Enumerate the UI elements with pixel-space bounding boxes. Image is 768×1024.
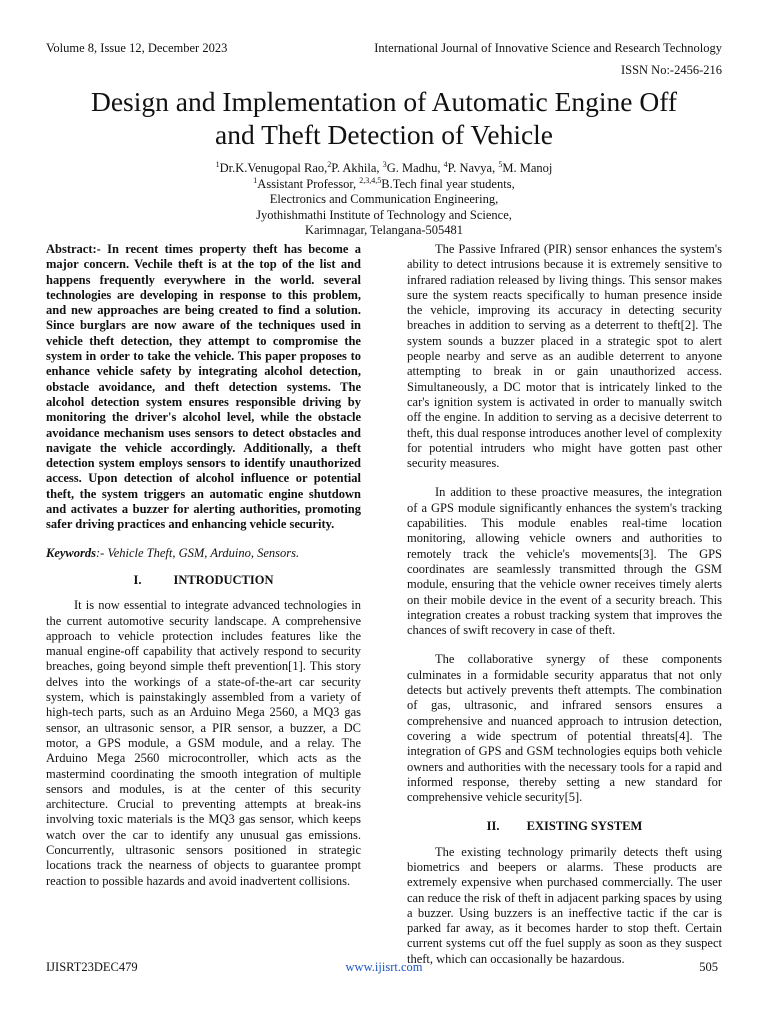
issn: ISSN No:-2456-216 (620, 63, 722, 77)
section-heading-introduction (46, 573, 361, 588)
section-number: II. (486, 819, 500, 834)
author-institution: Jyothishmathi Institute of Technology and Science, (256, 207, 512, 222)
paper-code: IJISRT23DEC479 (46, 960, 138, 974)
title-line-1: Design and Implementation of Automatic Engine Off (90, 86, 678, 117)
paragraph-existing-system: The existing technology primarily detects theft using biometrics and beepers or alarms. These products are extremely expensive when purchased commercially. The user can reduce the risk of theft in adjacent parking spaces by using a buzzer. Using buzzers is an ineffective tactic if the car is parked far away, as it becomes harder to stop theft. Certain current systems cut off the fuel supply as soon as they suspect theft, which can occasionally be hazardous. (407, 844, 722, 966)
section-title: INTRODUCTION (173, 572, 274, 587)
journal-url-link[interactable]: www.ijisrt.com (345, 960, 423, 974)
author-location: Karimnagar, Telangana-505481 (304, 223, 464, 238)
left-column (46, 242, 361, 889)
paper-title (30, 85, 738, 151)
author-block (100, 161, 668, 239)
abstract-label: Abstract:- (46, 242, 101, 256)
author-roles: $^1$Assistant Professor, $^{2,3,4,5}$B.Tech final year students, (253, 175, 515, 191)
abstract (46, 242, 361, 533)
volume-issue: Volume 8, Issue 12, December 2023 (46, 41, 228, 55)
paragraph-collaborative: The collaborative synergy of these components culminates in a formidable security apparatus that not only detects but actively prevents theft attempts. The combination of gas, ultrasonic, and infrared sensors ensures a comprehensive and nuanced approach to intrusion detection, covering a wide spectrum of potential threats[4]. The integration of GPS and GSM technologies equips both vehicle owners and authorities with the necessary tools for a rapid and informed response, thereby setting a new standard for comprehensive vehicle security[5]. (407, 652, 722, 805)
right-column (407, 242, 722, 967)
author-department: Electronics and Communication Engineering, (269, 192, 499, 207)
abstract-text: In recent times property theft has become a major concern. Vechile theft is at the top of the list and happens frequently everywhere in the world. several technologies are developing in response to this problem, and new approaches are being created to find a solution. Since burglars are now aware of the techniques used in vehicle theft detection, they attempt to compromise the system in order to take the vehicle. This paper proposes to enhance vehicle safety by integrating alcohol detection, obstacle avoidance, and theft detection systems. The alcohol detection system ensures responsible driving by monitoring the driver's alcohol level, while the obstacle avoidance mechanism uses sensors to detect obstacles and navigate the vehicle accordingly. Additionally, a theft detection system employs sensors to identify unauthorized access. Upon detection of alcohol influence or potential theft, the system triggers an automatic engine shutdown and activates a buzzer for alerting authorities, promoting safer driving practices and enhancing vehicle security. (46, 242, 361, 532)
section-title: EXISTING SYSTEM (526, 819, 643, 834)
page-number: 505 (699, 960, 718, 974)
keywords (46, 546, 361, 561)
paragraph-gps: In addition to these proactive measures, the integration of a GPS module significantly enhances the system's tracking capabilities. This module enables real-time location monitoring, allowing vehicle owners and authorities to remotely track the vehicle's movements[3]. The GPS coordinates are seamlessly transmitted through the GSM module, ensuring that the vehicle owner receives timely alerts on their mobile device in the event of a security breach. This integration creates a robust tracking system that improves the chances of swift recovery in case of theft. (407, 485, 722, 638)
keywords-text: :- Vehicle Theft, GSM, Arduino, Sensors. (96, 545, 300, 560)
section-number: I. (133, 572, 142, 587)
paragraph-introduction: It is now essential to integrate advanced technologies in the current automotive security landscape. A comprehensive approach to vehicle protection includes features like the manual engine-off capability that actively respond to security breaches, going beyond simple theft prevention[1]. This story delves into the workings of a state-of-the-art car security system, which is painstakingly assembled from a variety of high-tech parts, such as an Arduino Mega 2560, a MQ3 gas sensor, an ultrasonic sensor, a PIR sensor, a buzzer, a DC motor, a GPS module, a GSM module, and a relay. The Arduino Mega 2560 microcontroller, which acts as the mastermind coordinating the smooth integration of multiple sensors and modules, is at the center of this security architecture. Crucial to preventing attempts at break-ins involving toxic materials is the MQ3 gas sensor, which keeps watch over the car to identify any unusual gas emissions. Concurrently, ultrasonic sensors positioned in strategic locations track the nearness of objects to guarantee prompt reaction to possible hazards and avoid inadvertent collisions. (46, 598, 361, 888)
journal-name: International Journal of Innovative Science and Research Technology (374, 41, 722, 55)
author-names: $^1$Dr.K.Venugopal Rao,$^2$P. Akhila, $^3$G. Madhu, $^4$P. Navya, $^5$M. Manoj (215, 159, 553, 175)
paragraph-pir: The Passive Infrared (PIR) sensor enhances the system's ability to detect intrusions because it is extremely sensitive to infrared radiation released by living things. This sensor makes sure the system reacts specifically to human presence inside the vehicle, improving its accuracy in detecting security breaches in addition to serving as a deterrent to theft[2]. The system sounds a buzzer placed in a strategic spot to alert people nearby and serve as an audible deterrent to anyone attempting to break in or gain unauthorized access. Simultaneously, a DC motor that is intricately linked to the car's ignition system is activated in order to manually switch off the engine. In addition to serving as a decisive deterrent to theft, this dual response introduces another level of complexity for potential intruders who might have gotten past other security measures. (407, 242, 722, 471)
title-line-2: and Theft Detection of Vehicle (214, 119, 554, 150)
section-heading-existing-system (407, 819, 722, 834)
keywords-label: Keywords (46, 545, 96, 560)
